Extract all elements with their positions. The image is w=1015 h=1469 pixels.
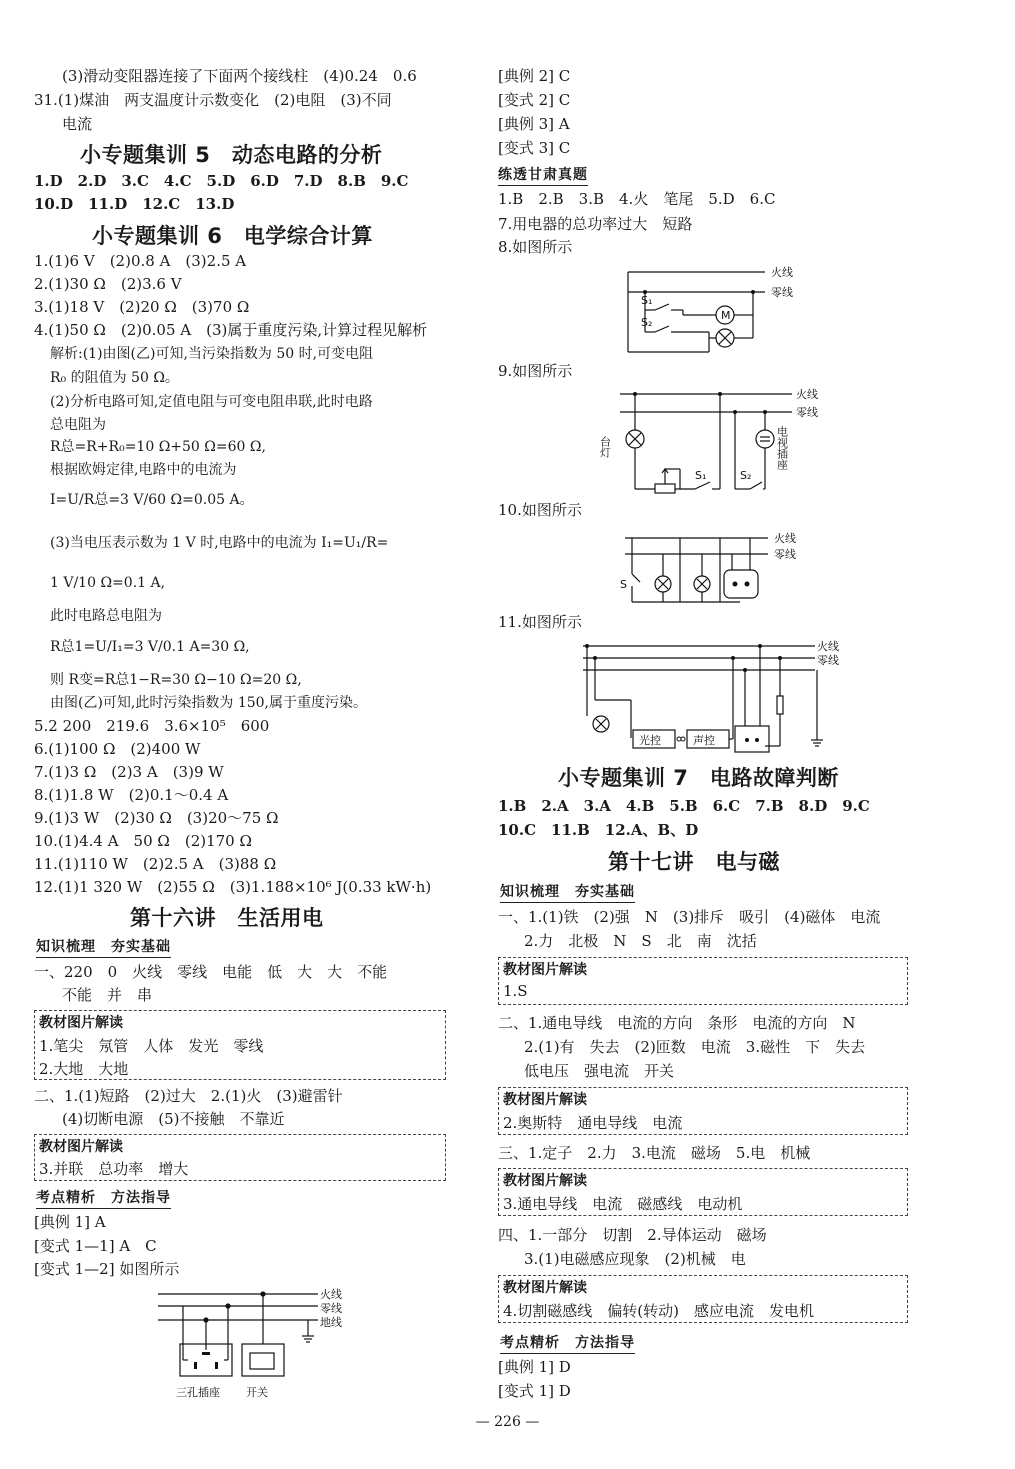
desk-lamp-label: 台灯 <box>598 436 612 458</box>
section-heading: 小专题集训 7 电路故障判断 <box>558 766 839 790</box>
explanation-line: R总=R+R₀=10 Ω+50 Ω=60 Ω, <box>50 439 266 455</box>
box-line: 3.通电导线 电流 磁感线 电动机 <box>503 1195 743 1213</box>
box-title: 教材图片解读 <box>503 1092 587 1108</box>
label-live-wire: 火线 <box>771 266 793 279</box>
box-title: 教材图片解读 <box>503 1280 587 1296</box>
text-line: 31.(1)煤油 两支温度计示数变化 (2)电阻 (3)不同 <box>34 91 392 109</box>
chapter-heading: 第十七讲 电与磁 <box>608 850 780 874</box>
caption-switch: 开关 <box>246 1386 268 1399</box>
answer-line: 9.(1)3 W (2)30 Ω (3)20～75 Ω <box>34 809 279 827</box>
answer-line: [变式 3] C <box>498 139 571 157</box>
box-title: 教材图片解读 <box>503 962 587 978</box>
answer-line: 低电压 强电流 开关 <box>524 1062 675 1080</box>
answer-line: (4)切断电源 (5)不接触 不靠近 <box>62 1110 285 1128</box>
answer-line: 7.用电器的总功率过大 短路 <box>498 215 693 233</box>
explanation-line: R总1=U/I₁=3 V/0.1 A=30 Ω, <box>50 639 250 655</box>
answer-line: 8.(1)1.8 W (2)0.1～0.4 A <box>34 786 229 804</box>
textbook-figure-box <box>498 1168 908 1216</box>
circuit-diagram-10 <box>620 524 830 609</box>
switch-s2-label: S₂ <box>740 469 752 482</box>
answer-line: 三、1.定子 2.力 3.电流 磁场 5.电 机械 <box>498 1144 811 1162</box>
label-live-wire: 火线 <box>774 532 796 545</box>
textbook-figure-box <box>498 1275 908 1323</box>
answer-line: 10.(1)4.4 A 50 Ω (2)170 Ω <box>34 832 252 850</box>
answer-line: [变式 2] C <box>498 91 571 109</box>
answer-line: 1.B 2.B 3.B 4.火 笔尾 5.D 6.C <box>498 190 776 208</box>
textbook-figure-box <box>498 1087 908 1135</box>
box-line: 1.S <box>503 982 528 1000</box>
answer-line: 12.(1)1 320 W (2)55 Ω (3)1.188×10⁶ J(0.33 kW·h) <box>34 878 432 896</box>
label-ground-wire: 地线 <box>320 1316 342 1329</box>
explanation-line: 1 V/10 Ω=0.1 A, <box>50 575 166 591</box>
subsection-title: 考点精析 方法指导 <box>500 1332 635 1354</box>
subsection-title: 练透甘肃真题 <box>498 164 588 186</box>
explanation-line: (2)分析电路可知,定值电阻与可变电阻串联,此时电路 <box>50 394 373 410</box>
answer-line: 10.D 11.D 12.C 13.D <box>34 195 235 213</box>
box-title: 教材图片解读 <box>39 1015 123 1031</box>
box-line: 3.并联 总功率 增大 <box>39 1160 189 1178</box>
answer-line: 二、1.(1)短路 (2)过大 2.(1)火 (3)避雷针 <box>34 1087 343 1105</box>
section-heading: 小专题集训 6 电学综合计算 <box>92 224 373 248</box>
tv-socket-label: 电视插座 <box>775 426 789 470</box>
answer-line: 10.如图所示 <box>498 501 582 519</box>
answer-line: [变式 1—1] A C <box>34 1237 157 1255</box>
answer-line: 8.如图所示 <box>498 238 573 256</box>
circuit-diagram-socket-switch <box>158 1284 358 1404</box>
page-number: — 226 — <box>475 1414 540 1430</box>
explanation-line: (3)当电压表示数为 1 V 时,电路中的电流为 I₁=U₁/R= <box>50 535 389 551</box>
answer-line: 1.B 2.A 3.A 4.B 5.B 6.C 7.B 8.D 9.C <box>498 797 870 815</box>
box-line: 4.切割磁感线 偏转(转动) 感应电流 发电机 <box>503 1302 815 1320</box>
text-line: (3)滑动变阻器连接了下面两个接线柱 (4)0.24 0.6 <box>62 67 417 85</box>
answer-line: 一、1.(1)铁 (2)强 N (3)排斥 吸引 (4)磁体 电流 <box>498 908 881 926</box>
answer-line: [典例 1] D <box>498 1358 571 1376</box>
answer-line: 7.(1)3 Ω (2)3 A (3)9 W <box>34 763 224 781</box>
circuit-diagram-11 <box>575 636 855 756</box>
label-live-wire: 火线 <box>796 388 818 401</box>
textbook-figure-box <box>34 1010 446 1080</box>
explanation-line: 总电阻为 <box>50 417 106 433</box>
section-heading: 小专题集训 5 动态电路的分析 <box>80 143 383 167</box>
motor-label: M <box>721 309 731 322</box>
explanation-line: 则 R变=R总1−R=30 Ω−10 Ω=20 Ω, <box>50 672 302 688</box>
answer-line: 3.(1)18 V (2)20 Ω (3)70 Ω <box>34 298 250 316</box>
switch-s1-label: S₁ <box>695 469 707 482</box>
answer-line: [典例 2] C <box>498 67 571 85</box>
light-control-label: 光控 <box>639 734 661 747</box>
label-live-wire: 火线 <box>817 640 839 653</box>
textbook-figure-box <box>498 957 908 1005</box>
answer-line: 10.C 11.B 12.A、B、D <box>498 821 699 839</box>
label-neutral-wire: 零线 <box>320 1302 342 1315</box>
label-neutral-wire: 零线 <box>774 548 796 561</box>
circuit-diagram-8 <box>625 262 825 357</box>
explanation-line: 解析:(1)由图(乙)可知,当污染指数为 50 时,可变电阻 <box>50 346 374 362</box>
subsection-title: 知识梳理 夯实基础 <box>36 936 171 958</box>
explanation-line: I=U/R总=3 V/60 Ω=0.05 A。 <box>50 492 254 508</box>
answer-line: 2.(1)有 失去 (2)匝数 电流 3.磁性 下 失去 <box>524 1038 866 1056</box>
answer-line: 11.(1)110 W (2)2.5 A (3)88 Ω <box>34 855 277 873</box>
switch-s2-label: S₂ <box>641 316 653 329</box>
box-title: 教材图片解读 <box>39 1139 123 1155</box>
answer-line: [变式 1] D <box>498 1382 571 1400</box>
box-title: 教材图片解读 <box>503 1173 587 1189</box>
explanation-line: 此时电路总电阻为 <box>50 608 162 624</box>
answer-line: [变式 1—2] 如图所示 <box>34 1260 180 1278</box>
answer-line: 四、1.一部分 切割 2.导体运动 磁场 <box>498 1226 767 1244</box>
answer-line: 2.(1)30 Ω (2)3.6 V <box>34 275 182 293</box>
answer-line: 1.(1)6 V (2)0.8 A (3)2.5 A <box>34 252 247 270</box>
answer-line: 4.(1)50 Ω (2)0.05 A (3)属于重度污染,计算过程见解析 <box>34 321 428 339</box>
box-line: 1.笔尖 氖管 人体 发光 零线 <box>39 1037 264 1055</box>
answer-line: 一、220 0 火线 零线 电能 低 大 大 不能 <box>34 963 388 981</box>
text-line: 电流 <box>62 115 93 133</box>
answer-line: [典例 3] A <box>498 115 570 133</box>
label-neutral-wire: 零线 <box>817 654 839 667</box>
subsection-title: 知识梳理 夯实基础 <box>500 881 635 903</box>
explanation-line: 根据欧姆定律,电路中的电流为 <box>50 462 237 478</box>
answer-line: 2.力 北极 N S 北 南 沈括 <box>524 932 757 950</box>
answer-line: 9.如图所示 <box>498 362 573 380</box>
switch-s1-label: S₁ <box>641 294 653 307</box>
answer-line: 6.(1)100 Ω (2)400 W <box>34 740 201 758</box>
label-live-wire: 火线 <box>320 1288 342 1301</box>
switch-s-label: S <box>620 578 627 591</box>
sound-control-label: 声控 <box>693 734 715 747</box>
answer-line: 不能 并 串 <box>62 986 153 1004</box>
chapter-heading: 第十六讲 生活用电 <box>130 906 324 930</box>
explanation-line: 由图(乙)可知,此时污染指数为 150,属于重度污染。 <box>50 695 367 711</box>
textbook-figure-box <box>34 1134 446 1181</box>
label-neutral-wire: 零线 <box>796 406 818 419</box>
answer-line: 二、1.通电导线 电流的方向 条形 电流的方向 N <box>498 1014 856 1032</box>
box-line: 2.大地 大地 <box>39 1060 129 1078</box>
answer-line: [典例 1] A <box>34 1213 106 1231</box>
explanation-line: R₀ 的阻值为 50 Ω。 <box>50 370 179 386</box>
answer-line: 11.如图所示 <box>498 613 582 631</box>
subsection-title: 考点精析 方法指导 <box>36 1187 171 1209</box>
answer-line: 5.2 200 219.6 3.6×10⁵ 600 <box>34 717 270 735</box>
circuit-diagram-9 <box>600 384 830 499</box>
box-line: 2.奥斯特 通电导线 电流 <box>503 1114 683 1132</box>
label-neutral-wire: 零线 <box>771 286 793 299</box>
answer-line: 1.D 2.D 3.C 4.C 5.D 6.D 7.D 8.B 9.C <box>34 172 409 190</box>
answer-line: 3.(1)电磁感应现象 (2)机械 电 <box>524 1250 746 1268</box>
caption-socket: 三孔插座 <box>176 1386 220 1399</box>
